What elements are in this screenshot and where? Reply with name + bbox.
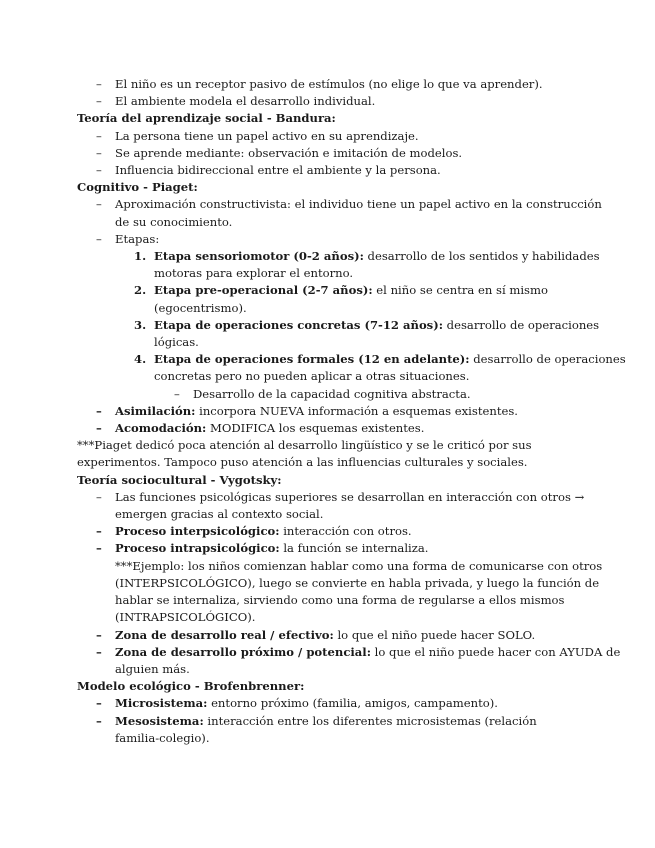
- example-text: ***Ejemplo: los niños comienzan hablar como una forma de comunicarse con otros: [115, 558, 603, 573]
- list-item-continuation: emergen gracias al contexto social.: [115, 507, 324, 522]
- stage-number: 1.: [134, 249, 147, 264]
- stage-number: 2.: [134, 283, 147, 298]
- note-paragraph: experimentos. Tampoco puso atención a las influencias culturales y sociales.: [77, 455, 528, 470]
- dash-bullet: –: [96, 627, 102, 642]
- dash-bullet: –: [96, 421, 102, 436]
- list-item: – La persona tiene un papel activo en su aprendizaje.: [77, 128, 577, 145]
- note-paragraph: ***Piaget dedicó poca atención al desarrollo lingüístico y se le criticó por sus: [77, 438, 532, 453]
- section-heading-bandura: Teoría del aprendizaje social - Bandura:: [77, 111, 336, 126]
- list-item-continuation: de su conocimiento.: [115, 214, 233, 229]
- dash-bullet: –: [96, 644, 102, 659]
- stage-item-continuation: motoras para explorar el entorno.: [154, 266, 354, 281]
- list-item: – Influencia bidireccional entre el ambiente y la persona.: [77, 162, 577, 179]
- dash-bullet: –: [96, 94, 102, 109]
- list-item: – El niño es un receptor pasivo de estímulos (no elige lo que va aprender).: [77, 76, 577, 93]
- list-item-asimilacion: – Asimilación: incorpora NUEVA información a esquemas existentes.: [77, 403, 577, 420]
- section-heading-vygotsky: Teoría sociocultural - Vygotsky:: [77, 472, 282, 487]
- list-item-microsistema: – Microsistema: entorno próximo (familia, amigos, campamento).: [77, 695, 577, 712]
- list-item-continuation: familia-colegio).: [115, 730, 210, 745]
- sub-list-item: – Desarrollo de la capacidad cognitiva abstracta.: [77, 386, 577, 403]
- stage-number: 4.: [134, 352, 147, 367]
- list-item-zona-proximo: – Zona de desarrollo próximo / potencial: lo que el niño puede hacer con AYUDA de: [77, 644, 577, 661]
- dash-bullet: –: [96, 541, 102, 556]
- stage-item-continuation: concretas pero no pueden aplicar a otras situaciones.: [154, 369, 470, 384]
- stage-item: 4. Etapa de operaciones formales (12 en adelante): desarrollo de operaciones: [77, 351, 577, 368]
- dash-bullet: –: [96, 197, 102, 212]
- list-item-continuation: alguien más.: [115, 661, 190, 676]
- example-text: (INTERPSICOLÓGICO), luego se convierte en habla privada, y luego la función de: [115, 575, 600, 590]
- dash-bullet: –: [96, 128, 102, 143]
- example-text: (INTRAPSICOLÓGICO).: [115, 610, 256, 625]
- section-heading-bronfenbrenner: Modelo ecológico - Brofenbrenner:: [77, 679, 305, 694]
- stage-item-continuation: (egocentrismo).: [154, 300, 247, 315]
- list-item: – El ambiente modela el desarrollo individual.: [77, 93, 577, 110]
- section-heading-piaget: Cognitivo - Piaget:: [77, 180, 198, 195]
- dash-bullet: –: [96, 145, 102, 160]
- dash-bullet: –: [96, 489, 102, 504]
- list-item: – Se aprende mediante: observación e imitación de modelos.: [77, 145, 577, 162]
- document-body: [77, 76, 626, 747]
- list-item-mesosistema: – Mesosistema: interacción entre los diferentes microsistemas (relación: [77, 713, 577, 730]
- stage-item: 2. Etapa pre-operacional (2-7 años): el niño se centra en sí mismo: [77, 282, 577, 299]
- dash-bullet: –: [96, 696, 102, 711]
- example-text: hablar se internaliza, sirviendo como una forma de regularse a ellos mismos: [115, 593, 565, 608]
- list-item-intrapsicologico: – Proceso intrapsicológico: la función se internaliza.: [77, 540, 577, 557]
- list-item-zona-real: – Zona de desarrollo real / efectivo: lo que el niño puede hacer SOLO.: [77, 627, 577, 644]
- list-item-acomodacion: – Acomodación: MODIFICA los esquemas existentes.: [77, 420, 577, 437]
- dash-bullet: –: [174, 386, 180, 401]
- dash-bullet: –: [96, 403, 102, 418]
- dash-bullet: –: [96, 231, 102, 246]
- dash-bullet: –: [96, 163, 102, 178]
- dash-bullet: –: [96, 77, 102, 91]
- list-item: – Aproximación constructivista: el individuo tiene un papel activo en la construcción: [77, 196, 577, 213]
- stage-item-continuation: lógicas.: [154, 335, 199, 350]
- stage-number: 3.: [134, 317, 147, 332]
- stage-item: 1. Etapa sensoriomotor (0-2 años): desarrollo de los sentidos y habilidades: [77, 248, 577, 265]
- dash-bullet: –: [96, 713, 102, 728]
- list-item-interpsicologico: – Proceso interpsicológico: interacción con otros.: [77, 523, 577, 540]
- dash-bullet: –: [96, 524, 102, 539]
- list-item: – Las funciones psicológicas superiores se desarrollan en interacción con otros →: [77, 489, 577, 506]
- list-item: – Etapas:: [77, 231, 577, 248]
- stage-item: 3. Etapa de operaciones concretas (7-12 años): desarrollo de operaciones: [77, 317, 577, 334]
